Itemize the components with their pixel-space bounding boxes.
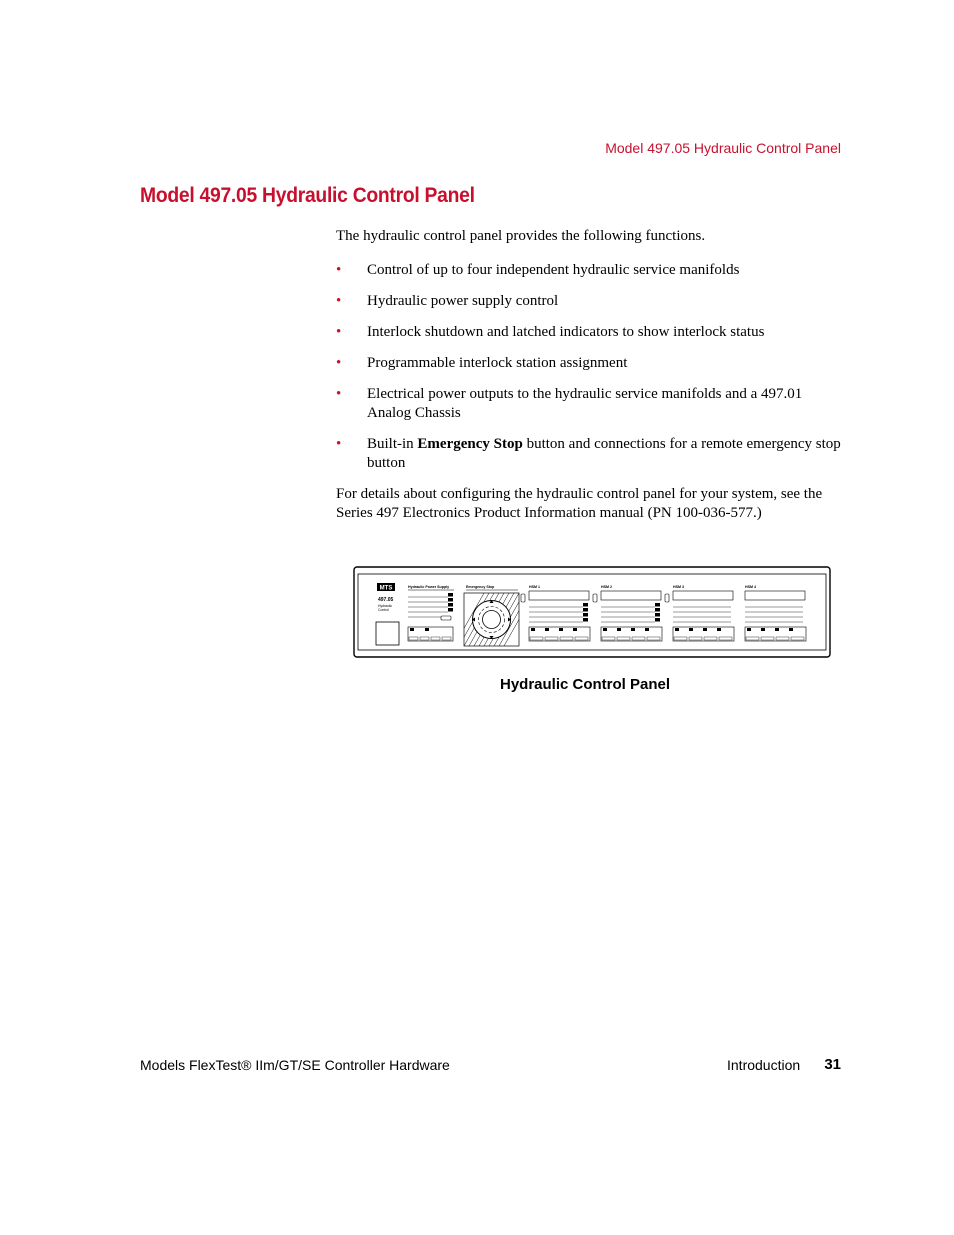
emergency-stop-term: Emergency Stop <box>417 436 523 452</box>
section-title: Model 497.05 Hydraulic Control Panel <box>140 184 475 207</box>
hsm-label: HSM 4 <box>745 585 756 589</box>
hsm-label: HSM 3 <box>673 585 684 589</box>
running-header: Model 497.05 Hydraulic Control Panel <box>605 140 841 156</box>
hsm-label: HSM 2 <box>601 585 612 589</box>
list-item-text: Interlock shutdown and latched indicators to show interlock status <box>367 324 765 340</box>
list-item-text: Hydraulic power supply control <box>367 293 559 309</box>
hps-label: Hydraulic Power Supply <box>408 585 450 589</box>
bullet-icon: • <box>336 293 342 309</box>
list-item <box>336 435 841 473</box>
page-number: 31 <box>824 1056 841 1073</box>
list-item <box>336 385 841 423</box>
list-item <box>336 292 841 311</box>
bullet-icon: • <box>336 262 342 278</box>
list-item-text: Control of up to four independent hydraulic service manifolds <box>367 262 740 278</box>
hydraulic-control-panel-illustration <box>353 566 831 658</box>
model-number: 497.05 <box>378 597 394 603</box>
model-line-2: Control <box>378 608 389 612</box>
list-item-text-before: Built-in <box>367 436 418 452</box>
bullet-icon: • <box>336 324 342 340</box>
list-item-text: Programmable interlock station assignment <box>367 355 628 371</box>
bullet-icon: • <box>336 355 342 371</box>
hsm-label: HSM 1 <box>529 585 540 589</box>
footer-section: Introduction <box>727 1057 801 1073</box>
list-item-text: Electrical power outputs to the hydraulic service manifolds and a 497.01 Analog Chassis <box>367 386 803 421</box>
function-list <box>336 261 841 485</box>
figure-caption: Hydraulic Control Panel <box>500 676 671 693</box>
estop-label: Emergency Stop <box>466 585 495 589</box>
list-item-text-after: button and connections for a remote emergency stop button <box>367 436 841 471</box>
power-switch <box>376 622 399 645</box>
bullet-icon: • <box>336 386 342 402</box>
bullet-icon: • <box>336 436 342 452</box>
list-item <box>336 323 841 342</box>
details-paragraph: For details about configuring the hydraulic control panel for your system, see the Series 497 Electronics Product Information manual (PN 100-036-577.) <box>336 486 823 521</box>
footer-title: Models FlexTest® IIm/GT/SE Controller Hardware <box>140 1057 450 1073</box>
model-line-1: Hydraulic <box>378 604 393 608</box>
list-item <box>336 261 841 280</box>
mts-logo: MTS <box>379 585 393 592</box>
intro-paragraph: The hydraulic control panel provides the following functions. <box>336 228 706 244</box>
list-item <box>336 354 841 373</box>
